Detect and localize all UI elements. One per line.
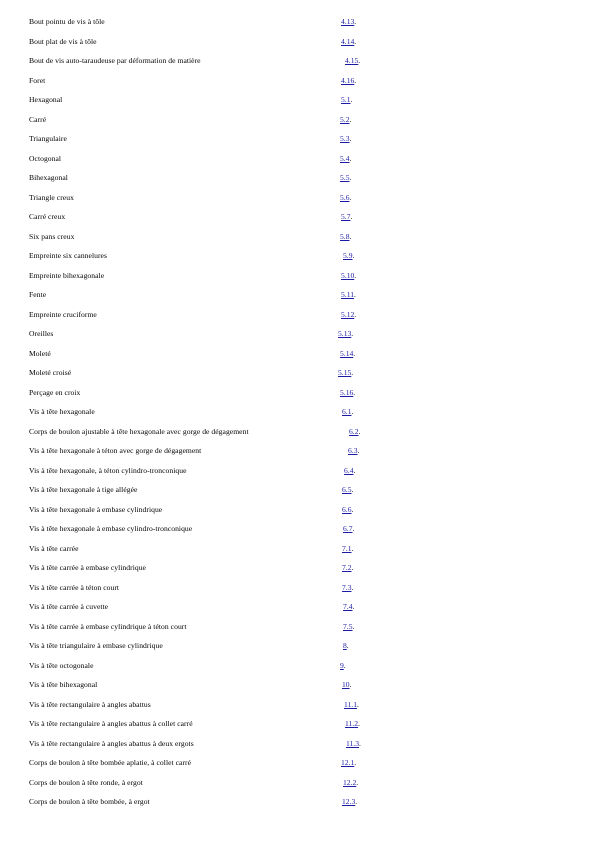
toc-entry-label: Perçage en croix bbox=[29, 387, 81, 397]
toc-entry bbox=[0, 677, 595, 697]
ref-period: . bbox=[355, 797, 358, 806]
toc-entry bbox=[0, 560, 595, 580]
toc-entry-label: Vis à tête hexagonale, à téton cylindro-tronconique bbox=[29, 465, 187, 475]
section-reference-link[interactable]: 5.9 bbox=[343, 251, 353, 260]
toc-entry-label: Vis à tête carrée bbox=[29, 543, 79, 553]
toc-entry-ref bbox=[345, 719, 360, 729]
toc-entry bbox=[0, 34, 595, 54]
section-reference-link[interactable]: 12.2 bbox=[343, 777, 357, 787]
toc-entry-label: Vis à tête carrée à embase cylindrique bbox=[29, 563, 146, 572]
ref-period: . bbox=[353, 348, 356, 358]
toc-entry bbox=[0, 443, 595, 463]
toc-entry-label: Bout plat de vis à tôle bbox=[29, 36, 97, 46]
ref-period: . bbox=[354, 75, 357, 85]
toc-entry bbox=[0, 463, 595, 483]
toc-entry-label: Triangle creux bbox=[29, 192, 74, 202]
ref-period: . bbox=[351, 368, 354, 377]
ref-period: . bbox=[349, 231, 352, 241]
section-reference-link[interactable]: 6.6 bbox=[342, 504, 352, 514]
ref-period: . bbox=[358, 719, 360, 728]
toc-entry bbox=[0, 502, 595, 522]
toc-entry-ref bbox=[340, 349, 355, 359]
toc-entry-label: Corps de boulon ajustable à tête hexagonale avec gorge de dégagement bbox=[29, 426, 249, 436]
toc-entry-label: Vis à tête octogonale bbox=[29, 660, 94, 670]
section-reference-link[interactable]: 5.12 bbox=[341, 309, 355, 319]
toc-entry bbox=[0, 541, 595, 561]
section-reference-link[interactable]: 6.7 bbox=[343, 524, 353, 533]
toc-entry-ref bbox=[342, 407, 353, 417]
toc-entry bbox=[0, 190, 595, 210]
toc-entry bbox=[0, 697, 595, 717]
ref-period: . bbox=[354, 270, 357, 280]
toc-entry-label: Vis à tête triangulaire à embase cylindrique bbox=[29, 641, 163, 650]
section-reference-link[interactable]: 5.3 bbox=[340, 134, 350, 143]
toc-entry bbox=[0, 794, 595, 814]
section-reference-link[interactable]: 7.2 bbox=[342, 563, 352, 572]
toc-entry-ref bbox=[341, 37, 356, 47]
ref-period: . bbox=[354, 17, 357, 26]
toc-entry bbox=[0, 209, 595, 229]
ref-period: . bbox=[351, 582, 354, 592]
ref-period: . bbox=[354, 758, 357, 767]
toc-entry bbox=[0, 307, 595, 327]
toc-entry-label: Vis à tête hexagonale à embase cylindrique bbox=[29, 504, 163, 514]
section-reference-link[interactable]: 7.4 bbox=[343, 602, 353, 611]
ref-period: . bbox=[357, 446, 360, 455]
section-reference-link[interactable]: 5.8 bbox=[340, 231, 350, 241]
section-reference-link[interactable]: 12.1 bbox=[341, 758, 355, 767]
toc-entry-ref bbox=[346, 739, 361, 749]
toc-entry bbox=[0, 229, 595, 249]
toc-entry-label: Foret bbox=[29, 75, 46, 85]
section-reference-link[interactable]: 5.16 bbox=[340, 387, 354, 397]
section-reference-link[interactable]: 8 bbox=[343, 641, 347, 650]
toc-entry-label: Vis à tête bihexagonal bbox=[29, 680, 98, 689]
toc-entry bbox=[0, 580, 595, 600]
toc-entry-label: Vis à tête rectangulaire à angles abattus à collet carré bbox=[29, 719, 193, 728]
section-reference-link[interactable]: 5.11 bbox=[341, 290, 355, 299]
toc-entry-label: Corps de boulon à tête bombée aplatie, à collet carré bbox=[29, 758, 192, 767]
toc-entry-ref bbox=[340, 134, 351, 144]
toc-entry-ref bbox=[341, 290, 356, 300]
toc-entry bbox=[0, 112, 595, 132]
toc-entry-label: Bihexagonal bbox=[29, 173, 68, 182]
toc-entry-label: Bout pointu de vis à tôle bbox=[29, 17, 105, 26]
toc-entry-ref bbox=[349, 427, 360, 437]
toc-entry-ref bbox=[342, 563, 353, 573]
ref-period: . bbox=[351, 407, 354, 416]
ref-period: . bbox=[353, 465, 356, 475]
toc-entry-label: Carré creux bbox=[29, 212, 66, 221]
toc-entry-label: Vis à tête rectangulaire à angles abattus à deux ergots bbox=[29, 738, 194, 748]
toc-entry-label: Vis à tête carrée à téton court bbox=[29, 582, 120, 592]
ref-period: . bbox=[354, 36, 357, 46]
toc-entry-label: Six pans creux bbox=[29, 231, 75, 241]
toc-entry bbox=[0, 14, 595, 34]
toc-entry bbox=[0, 287, 595, 307]
toc-entry bbox=[0, 658, 595, 678]
toc-entry bbox=[0, 404, 595, 424]
ref-period: . bbox=[351, 563, 354, 572]
ref-period: . bbox=[349, 680, 352, 689]
toc-entry-label: Corps de boulon à tête ronde, à ergot bbox=[29, 777, 143, 787]
toc-entry-label: Vis à tête hexagonale à embase cylindro-tronconique bbox=[29, 524, 193, 533]
toc-entry-ref bbox=[343, 641, 349, 651]
ref-period: . bbox=[352, 251, 355, 260]
toc-entry bbox=[0, 424, 595, 444]
ref-period: . bbox=[351, 329, 354, 338]
ref-period: . bbox=[353, 387, 356, 397]
toc-entry-label: Vis à tête carrée à embase cylindrique à téton court bbox=[29, 621, 187, 631]
ref-period: . bbox=[349, 114, 352, 124]
toc-entry-label: Vis à tête hexagonale à tige allégée bbox=[29, 485, 138, 494]
section-reference-link[interactable]: 7.1 bbox=[342, 543, 352, 553]
toc-entry bbox=[0, 346, 595, 366]
toc-entry-ref bbox=[341, 758, 356, 768]
toc-entry bbox=[0, 53, 595, 73]
toc-entry-ref bbox=[342, 583, 353, 593]
ref-period: . bbox=[349, 153, 352, 163]
toc-entry bbox=[0, 248, 595, 268]
section-reference-link[interactable]: 12.3 bbox=[342, 797, 356, 806]
toc-entry-ref bbox=[338, 329, 353, 339]
section-reference-link[interactable]: 5.2 bbox=[340, 114, 350, 124]
toc-entry-ref bbox=[344, 466, 355, 476]
toc-entry-ref bbox=[341, 17, 356, 27]
toc-entry-label: Empreinte bihexagonale bbox=[29, 270, 105, 280]
section-reference-link[interactable]: 6.1 bbox=[342, 407, 352, 416]
toc-entry-ref bbox=[342, 680, 352, 690]
section-reference-link[interactable]: 11.1 bbox=[344, 699, 358, 709]
ref-period: . bbox=[350, 212, 353, 221]
ref-period: . bbox=[354, 290, 356, 299]
toc-entry bbox=[0, 170, 595, 190]
toc-entry-label: Vis à tête carrée à cuvette bbox=[29, 602, 109, 611]
section-reference-link[interactable]: 4.14 bbox=[341, 36, 355, 46]
section-reference-link[interactable]: 6.3 bbox=[348, 446, 358, 455]
toc-entry bbox=[0, 619, 595, 639]
ref-period: . bbox=[358, 56, 361, 65]
toc-entry-ref bbox=[344, 700, 359, 710]
section-reference-link[interactable]: 11.2 bbox=[345, 719, 359, 728]
ref-period: . bbox=[356, 777, 359, 787]
toc-entry-ref bbox=[341, 95, 352, 105]
toc-entry bbox=[0, 151, 595, 171]
section-reference-link[interactable]: 5.15 bbox=[338, 368, 352, 377]
toc-entry-ref bbox=[343, 524, 354, 534]
toc-entry-ref bbox=[341, 76, 356, 86]
toc-entry-ref bbox=[342, 505, 353, 515]
toc-entry-ref bbox=[340, 388, 355, 398]
toc-entry bbox=[0, 73, 595, 93]
toc-entry-ref bbox=[341, 271, 356, 281]
toc-entry-label: Hexagonal bbox=[29, 95, 63, 104]
section-reference-link[interactable]: 5.10 bbox=[341, 270, 355, 280]
toc-entry-label: Empreinte six cannelures bbox=[29, 251, 107, 260]
section-reference-link[interactable]: 5.13 bbox=[338, 329, 352, 338]
toc-entry-ref bbox=[342, 485, 353, 495]
toc-entry-ref bbox=[348, 446, 359, 456]
toc-entry-ref bbox=[345, 56, 360, 66]
ref-period: . bbox=[358, 426, 361, 436]
ref-period: . bbox=[349, 134, 352, 143]
section-reference-link[interactable]: 10 bbox=[342, 680, 350, 689]
toc-entry-ref bbox=[340, 193, 351, 203]
toc-entry bbox=[0, 365, 595, 385]
toc-entry bbox=[0, 326, 595, 346]
toc-entry-ref bbox=[343, 622, 354, 632]
toc-entry-label: Octogonal bbox=[29, 153, 62, 163]
section-reference-link[interactable]: 7.5 bbox=[343, 621, 353, 631]
toc-entry bbox=[0, 92, 595, 112]
section-reference-link[interactable]: 7.3 bbox=[342, 582, 352, 592]
ref-period: . bbox=[349, 192, 352, 202]
ref-period: . bbox=[354, 309, 357, 319]
ref-period: . bbox=[352, 602, 355, 611]
toc-entry-label: Moleté bbox=[29, 348, 51, 358]
toc-entry-label: Moleté croisé bbox=[29, 368, 72, 377]
toc-entry-label: Oreilles bbox=[29, 329, 54, 338]
toc-entry-label: Bout de vis auto-taraudeuse par déformation de matière bbox=[29, 56, 201, 65]
toc-entry-label: Corps de boulon à tête bombée, à ergot bbox=[29, 797, 150, 806]
ref-period: . bbox=[346, 641, 349, 650]
toc-entry bbox=[0, 521, 595, 541]
ref-period: . bbox=[357, 699, 359, 709]
toc-entry bbox=[0, 638, 595, 658]
section-reference-link[interactable]: 5.4 bbox=[340, 153, 350, 163]
toc-entry-ref bbox=[340, 661, 346, 671]
ref-period: . bbox=[351, 485, 354, 494]
section-reference-link[interactable]: 4.13 bbox=[341, 17, 355, 26]
toc-entry-ref bbox=[340, 154, 351, 164]
ref-period: . bbox=[350, 95, 353, 104]
toc-entry bbox=[0, 131, 595, 151]
section-reference-link[interactable]: 5.7 bbox=[341, 212, 351, 221]
ref-period: . bbox=[352, 524, 355, 533]
section-reference-link[interactable]: 6.4 bbox=[344, 465, 354, 475]
toc-entry-ref bbox=[343, 602, 354, 612]
section-reference-link[interactable]: 5.5 bbox=[340, 173, 350, 182]
section-reference-link[interactable]: 4.16 bbox=[341, 75, 355, 85]
toc-entry bbox=[0, 599, 595, 619]
toc-entry bbox=[0, 482, 595, 502]
toc-entry bbox=[0, 736, 595, 756]
toc-entry-label: Vis à tête hexagonale à téton avec gorge de dégagement bbox=[29, 446, 202, 455]
toc-entry bbox=[0, 716, 595, 736]
toc-entry-ref bbox=[338, 368, 353, 378]
toc-entry bbox=[0, 755, 595, 775]
toc-entry-label: Carré bbox=[29, 114, 47, 124]
section-reference-link[interactable]: 4.15 bbox=[345, 56, 359, 65]
toc-entry-ref bbox=[342, 544, 353, 554]
toc-entry-ref bbox=[343, 251, 354, 261]
section-reference-link[interactable]: 11.3 bbox=[346, 738, 360, 748]
ref-period: . bbox=[351, 504, 354, 514]
section-reference-link[interactable]: 6.5 bbox=[342, 485, 352, 494]
ref-period: . bbox=[351, 543, 354, 553]
toc-entry bbox=[0, 268, 595, 288]
toc-entry-ref bbox=[340, 115, 351, 125]
section-reference-link[interactable]: 6.2 bbox=[349, 426, 359, 436]
toc-entry-ref bbox=[343, 778, 358, 788]
toc-entry-ref bbox=[342, 797, 357, 807]
ref-period: . bbox=[343, 660, 346, 670]
ref-period: . bbox=[352, 621, 355, 631]
toc-entry-label: Triangulaire bbox=[29, 134, 67, 143]
toc-entry bbox=[0, 775, 595, 795]
ref-period: . bbox=[359, 738, 361, 748]
toc-entry bbox=[0, 385, 595, 405]
toc-entry-label: Vis à tête hexagonale bbox=[29, 407, 95, 416]
section-reference-link[interactable]: 9 bbox=[340, 660, 344, 670]
ref-period: . bbox=[349, 173, 352, 182]
section-reference-link[interactable]: 5.1 bbox=[341, 95, 351, 104]
section-reference-link[interactable]: 5.6 bbox=[340, 192, 350, 202]
toc-entry-label: Vis à tête rectangulaire à angles abattus bbox=[29, 699, 151, 709]
toc-entry-ref bbox=[340, 232, 351, 242]
toc-entry-label: Fente bbox=[29, 290, 47, 299]
table-of-contents bbox=[0, 14, 595, 814]
toc-entry-ref bbox=[340, 173, 351, 183]
toc-entry-ref bbox=[341, 212, 352, 222]
toc-entry-ref bbox=[341, 310, 356, 320]
toc-entry-label: Empreinte cruciforme bbox=[29, 309, 97, 319]
section-reference-link[interactable]: 5.14 bbox=[340, 348, 354, 358]
